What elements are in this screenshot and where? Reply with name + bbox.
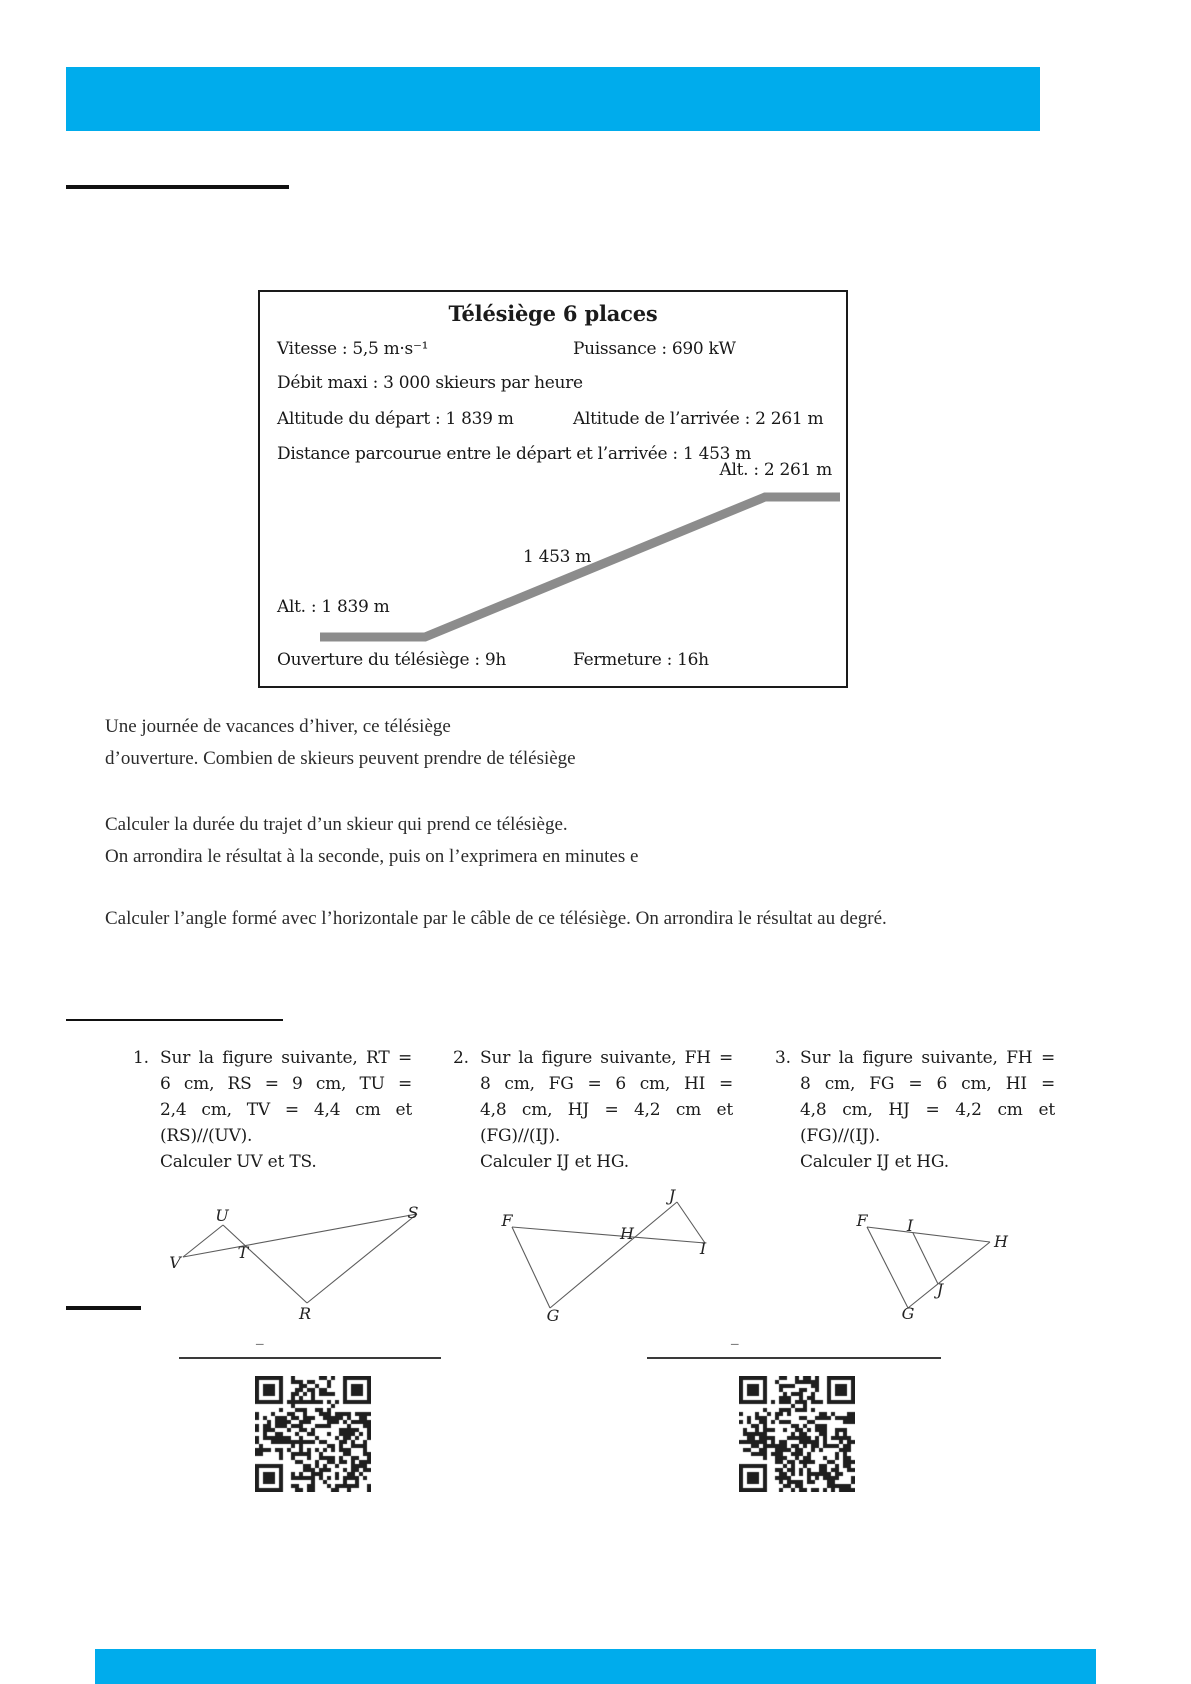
alt-depart-label: Alt. : 1 839 m	[277, 597, 390, 617]
ouverture-label: Ouverture du télésiège : 9h	[277, 650, 507, 670]
spec-debit: Débit maxi : 3 000 skieurs par heure	[277, 373, 583, 393]
paragraph-2-line-2: On arrondira le résultat à la seconde, puis on l’exprimera en minutes e	[105, 846, 639, 867]
spec-distance: Distance parcourue entre le départ et l’arrivée : 1 453 m	[277, 444, 752, 464]
vertex-label-F: F	[856, 1211, 868, 1230]
vertex-label-G: G	[901, 1304, 915, 1323]
figure-3	[845, 1205, 1015, 1325]
exercise-3-line: (FG)//(IJ).	[800, 1126, 881, 1146]
exercise-2-line: 8 cm, FG = 6 cm, HI =	[480, 1074, 733, 1094]
exercise-1-line: (RS)//(UV).	[160, 1126, 253, 1146]
exercise-3-line: Calculer IJ et HG.	[800, 1152, 949, 1172]
spec-puissance: Puissance : 690 kW	[573, 339, 736, 359]
exercise-1-line: 2,4 cm, TV = 4,4 cm et	[160, 1100, 412, 1120]
vertex-label-R: R	[298, 1304, 312, 1323]
footer-bar	[95, 1649, 1096, 1684]
exercise-1-line: Sur la figure suivante, RT =	[160, 1048, 412, 1068]
spec-vitesse: Vitesse : 5,5 m·s⁻¹	[277, 339, 429, 359]
fermeture-label: Fermeture : 16h	[573, 650, 709, 670]
qr-rule-right	[647, 1357, 941, 1359]
qr-code-left	[255, 1376, 371, 1492]
spec-altitude-depart: Altitude du départ : 1 839 m	[277, 409, 514, 429]
exercise-1-number: 1.	[133, 1048, 149, 1068]
corrections-rule	[66, 1306, 141, 1310]
info-box-title: Télésiège 6 places	[448, 301, 658, 326]
qr-dash-left: –	[256, 1336, 264, 1352]
info-box	[258, 290, 848, 688]
vertex-label-I: I	[699, 1239, 707, 1258]
exercise-3-line: Sur la figure suivante, FH =	[800, 1048, 1055, 1068]
cable-length-label: 1 453 m	[522, 547, 592, 567]
vertex-label-H: H	[994, 1232, 1008, 1251]
exercise-2-text	[480, 1045, 733, 1175]
spec-altitude-arrivee: Altitude de l’arrivée : 2 261 m	[573, 409, 824, 429]
vertex-label-V: V	[169, 1253, 181, 1272]
exercise-2-line: Sur la figure suivante, FH =	[480, 1048, 733, 1068]
paragraph-2-line-1: Calculer la durée du trajet d’un skieur qui prend ce télésiège.	[105, 814, 568, 835]
exercise-1-line: Calculer UV et TS.	[160, 1152, 317, 1172]
vertex-label-J: J	[668, 1186, 676, 1205]
exercise-3-number: 3.	[775, 1048, 791, 1068]
vertex-label-G: G	[546, 1306, 560, 1325]
section-rule-top	[66, 185, 289, 189]
vertex-label-I: I	[906, 1216, 914, 1235]
exercise-3-line: 8 cm, FG = 6 cm, HI =	[800, 1074, 1055, 1094]
exercise-1-line: 6 cm, RS = 9 cm, TU =	[160, 1074, 412, 1094]
chairlift-cable-shape	[320, 497, 840, 637]
exercise-2-line: 4,8 cm, HJ = 4,2 cm et	[480, 1100, 733, 1120]
header-bar	[66, 67, 1040, 131]
alt-arrivee-label: Alt. : 2 261 m	[719, 460, 832, 480]
exercise-2-line: (FG)//(IJ).	[480, 1126, 561, 1146]
qr-dash-right: –	[731, 1336, 739, 1352]
vertex-label-U: U	[215, 1206, 229, 1225]
paragraph-1-line-2: d’ouverture. Combien de skieurs peuvent prendre de télésiège	[105, 748, 576, 769]
vertex-label-H: H	[620, 1224, 634, 1243]
qr-rule-left	[179, 1357, 441, 1359]
figure-1	[155, 1200, 435, 1325]
exercise-1-text	[160, 1045, 412, 1175]
paragraph-3-line-1: Calculer l’angle formé avec l’horizontale par le câble de ce télésiège. On arrondira le résultat au degré.	[105, 908, 887, 929]
vertex-label-T: T	[237, 1243, 249, 1262]
figure-2	[485, 1185, 720, 1325]
exercise-2-line: Calculer IJ et HG.	[480, 1152, 629, 1172]
exercises-section-rule	[66, 1019, 283, 1021]
qr-code-right	[739, 1376, 855, 1492]
exercise-3-text	[800, 1045, 1055, 1175]
vertex-label-F: F	[501, 1211, 513, 1230]
vertex-label-J: J	[936, 1280, 944, 1299]
paragraph-1-line-1: Une journée de vacances d’hiver, ce télésiège	[105, 716, 451, 737]
exercise-3-line: 4,8 cm, HJ = 4,2 cm et	[800, 1100, 1055, 1120]
exercise-2-number: 2.	[453, 1048, 469, 1068]
vertex-label-S: S	[407, 1203, 419, 1222]
